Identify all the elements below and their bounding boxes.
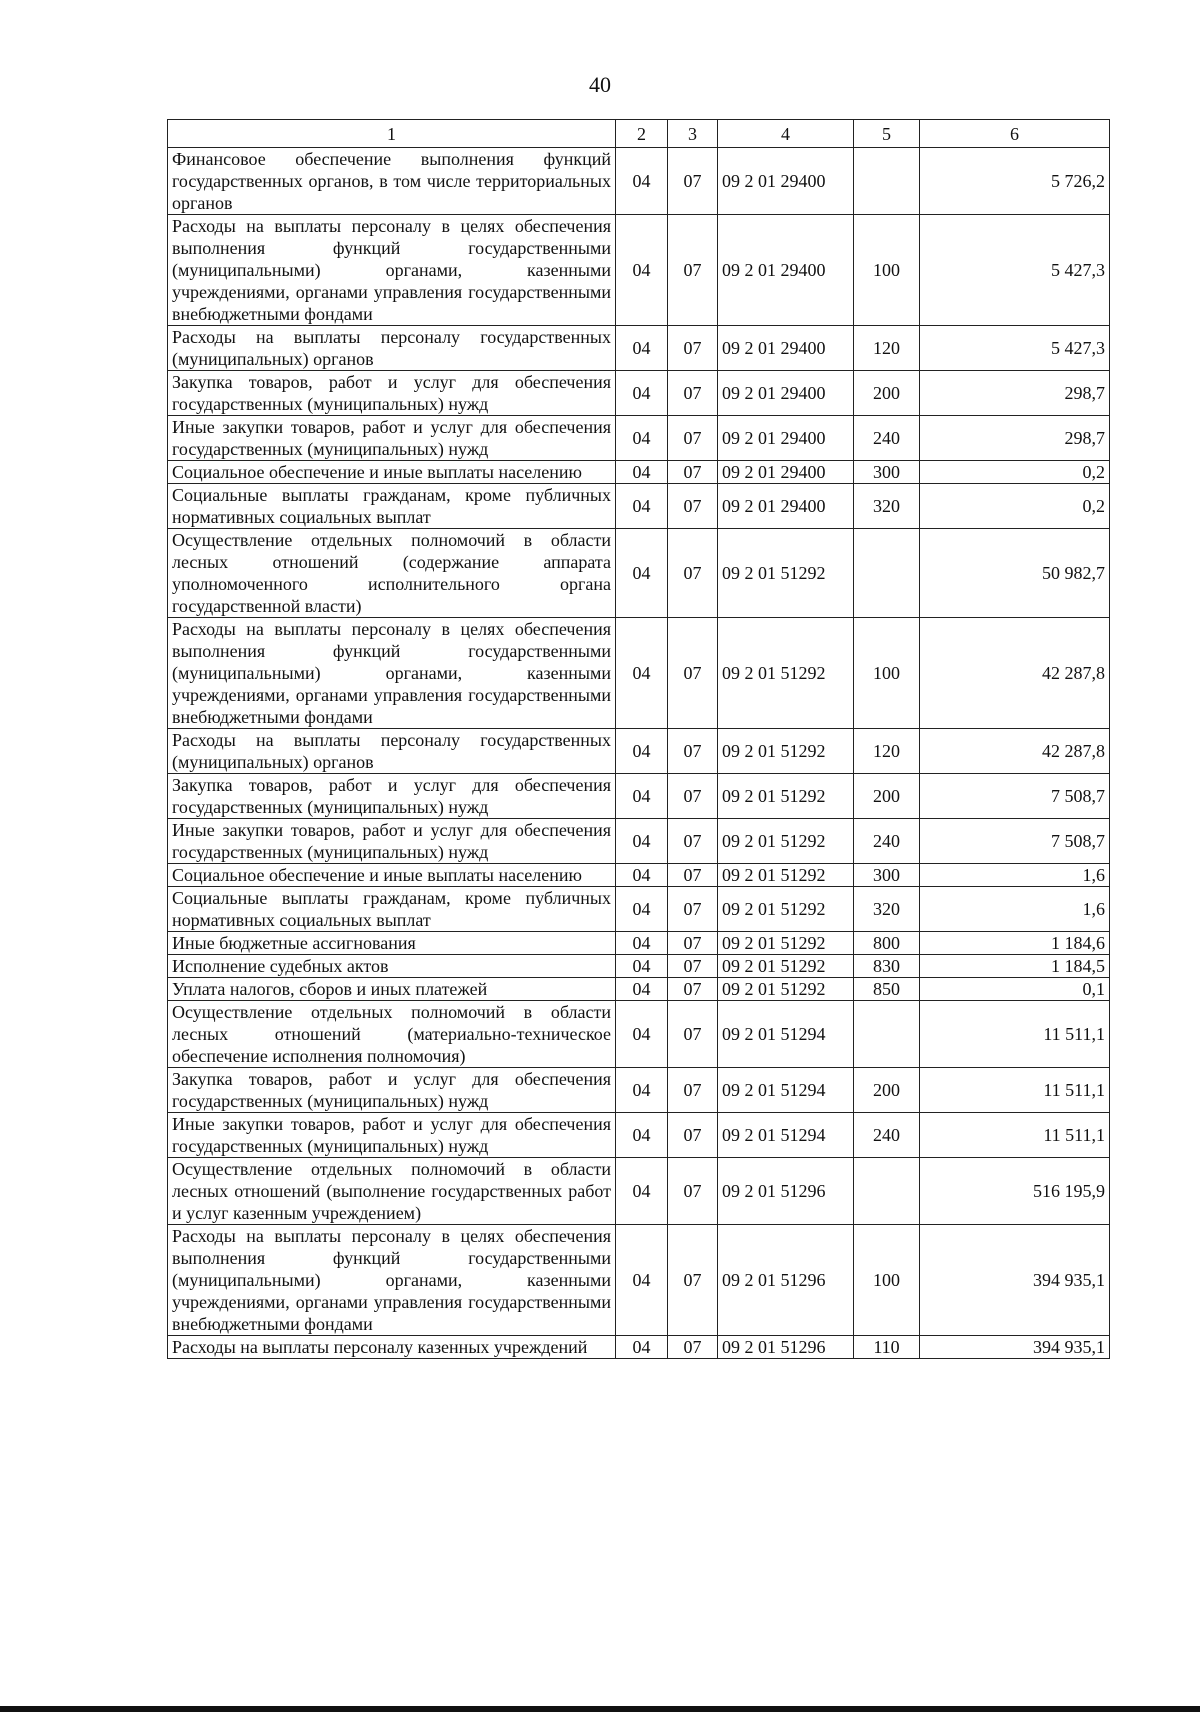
- table-row: [168, 416, 1110, 461]
- row-expense-type: [854, 148, 920, 215]
- table-row: [168, 1336, 1110, 1359]
- row-target-code: 09 2 01 29400: [718, 215, 854, 326]
- table-row: [168, 215, 1110, 326]
- row-subsection: 07: [668, 326, 718, 371]
- table-row: [168, 1113, 1110, 1158]
- row-expense-type: [854, 1158, 920, 1225]
- row-expense-type: 100: [854, 1225, 920, 1336]
- row-expense-type: 240: [854, 1113, 920, 1158]
- table-row: [168, 864, 1110, 887]
- row-section: 04: [616, 416, 668, 461]
- row-expense-type: 800: [854, 932, 920, 955]
- row-amount: 0,2: [920, 461, 1110, 484]
- header-col-5: 5: [854, 120, 920, 148]
- row-section: 04: [616, 1158, 668, 1225]
- row-subsection: 07: [668, 774, 718, 819]
- row-target-code: 09 2 01 51292: [718, 978, 854, 1001]
- row-section: 04: [616, 978, 668, 1001]
- row-name: Иные закупки товаров, работ и услуг для обеспечения государственных (муниципальных) нужд: [168, 416, 616, 461]
- row-target-code: 09 2 01 51292: [718, 887, 854, 932]
- header-row: [168, 120, 1110, 148]
- row-subsection: 07: [668, 618, 718, 729]
- row-name: Иные бюджетные ассигнования: [168, 932, 616, 955]
- row-amount: 5 427,3: [920, 215, 1110, 326]
- row-name: Иные закупки товаров, работ и услуг для обеспечения государственных (муниципальных) нужд: [168, 1113, 616, 1158]
- row-target-code: 09 2 01 51292: [718, 774, 854, 819]
- row-amount: 42 287,8: [920, 618, 1110, 729]
- row-section: 04: [616, 887, 668, 932]
- table-row: [168, 484, 1110, 529]
- row-expense-type: 120: [854, 729, 920, 774]
- row-section: 04: [616, 1113, 668, 1158]
- row-section: 04: [616, 819, 668, 864]
- row-target-code: 09 2 01 51292: [718, 932, 854, 955]
- row-expense-type: 200: [854, 371, 920, 416]
- row-name: Социальное обеспечение и иные выплаты населению: [168, 864, 616, 887]
- row-target-code: 09 2 01 29400: [718, 461, 854, 484]
- row-section: 04: [616, 774, 668, 819]
- row-subsection: 07: [668, 529, 718, 618]
- row-amount: 0,1: [920, 978, 1110, 1001]
- header-col-4: 4: [718, 120, 854, 148]
- row-section: 04: [616, 484, 668, 529]
- row-amount: 394 935,1: [920, 1225, 1110, 1336]
- row-amount: 1,6: [920, 887, 1110, 932]
- row-subsection: 07: [668, 215, 718, 326]
- row-name: Расходы на выплаты персоналу в целях обеспечения выполнения функций государственными (муниципальными) органами, казенными учреждениями, органами управления государственными внебюджетными фондами: [168, 1225, 616, 1336]
- row-target-code: 09 2 01 29400: [718, 416, 854, 461]
- row-amount: 11 511,1: [920, 1113, 1110, 1158]
- table-row: [168, 932, 1110, 955]
- row-section: 04: [616, 1001, 668, 1068]
- row-subsection: 07: [668, 819, 718, 864]
- row-subsection: 07: [668, 484, 718, 529]
- row-target-code: 09 2 01 51294: [718, 1001, 854, 1068]
- row-amount: 11 511,1: [920, 1001, 1110, 1068]
- row-name: Социальные выплаты гражданам, кроме публичных нормативных социальных выплат: [168, 484, 616, 529]
- row-expense-type: 830: [854, 955, 920, 978]
- row-section: 04: [616, 1336, 668, 1359]
- row-amount: 1 184,5: [920, 955, 1110, 978]
- row-name: Осуществление отдельных полномочий в области лесных отношений (материально-техническое обеспечение исполнения полномочия): [168, 1001, 616, 1068]
- row-expense-type: 100: [854, 618, 920, 729]
- row-subsection: 07: [668, 887, 718, 932]
- table-row: [168, 529, 1110, 618]
- row-target-code: 09 2 01 51294: [718, 1113, 854, 1158]
- row-target-code: 09 2 01 51292: [718, 864, 854, 887]
- row-target-code: 09 2 01 29400: [718, 371, 854, 416]
- row-target-code: 09 2 01 51292: [718, 529, 854, 618]
- page-number: 40: [589, 72, 611, 97]
- row-section: 04: [616, 1225, 668, 1336]
- row-subsection: 07: [668, 864, 718, 887]
- row-amount: 11 511,1: [920, 1068, 1110, 1113]
- row-section: 04: [616, 955, 668, 978]
- row-expense-type: 100: [854, 215, 920, 326]
- header-col-6: 6: [920, 120, 1110, 148]
- row-expense-type: [854, 529, 920, 618]
- header-col-1: 1: [168, 120, 616, 148]
- table-row: [168, 618, 1110, 729]
- table-row: [168, 819, 1110, 864]
- table-row: [168, 955, 1110, 978]
- row-expense-type: 200: [854, 774, 920, 819]
- table-row: [168, 1001, 1110, 1068]
- table-row: [168, 461, 1110, 484]
- row-amount: 0,2: [920, 484, 1110, 529]
- row-subsection: 07: [668, 932, 718, 955]
- row-name: Иные закупки товаров, работ и услуг для обеспечения государственных (муниципальных) нужд: [168, 819, 616, 864]
- table-row: [168, 887, 1110, 932]
- row-section: 04: [616, 148, 668, 215]
- row-amount: 7 508,7: [920, 819, 1110, 864]
- row-subsection: 07: [668, 729, 718, 774]
- row-amount: 50 982,7: [920, 529, 1110, 618]
- row-target-code: 09 2 01 51296: [718, 1225, 854, 1336]
- row-name: Закупка товаров, работ и услуг для обеспечения государственных (муниципальных) нужд: [168, 1068, 616, 1113]
- row-target-code: 09 2 01 51294: [718, 1068, 854, 1113]
- row-name: Уплата налогов, сборов и иных платежей: [168, 978, 616, 1001]
- row-subsection: 07: [668, 955, 718, 978]
- table-row: [168, 326, 1110, 371]
- header-col-2: 2: [616, 120, 668, 148]
- row-subsection: 07: [668, 148, 718, 215]
- row-target-code: 09 2 01 29400: [718, 484, 854, 529]
- row-expense-type: 320: [854, 484, 920, 529]
- row-target-code: 09 2 01 51296: [718, 1336, 854, 1359]
- row-section: 04: [616, 1068, 668, 1113]
- row-subsection: 07: [668, 1001, 718, 1068]
- row-amount: 1 184,6: [920, 932, 1110, 955]
- row-section: 04: [616, 864, 668, 887]
- row-name: Расходы на выплаты персоналу в целях обеспечения выполнения функций государственными (муниципальными) органами, казенными учреждениями, органами управления государственными внебюджетными фондами: [168, 215, 616, 326]
- table-row: [168, 371, 1110, 416]
- row-name: Финансовое обеспечение выполнения функций государственных органов, в том числе территориальных органов: [168, 148, 616, 215]
- row-subsection: 07: [668, 1158, 718, 1225]
- row-subsection: 07: [668, 461, 718, 484]
- row-name: Социальные выплаты гражданам, кроме публичных нормативных социальных выплат: [168, 887, 616, 932]
- row-name: Осуществление отдельных полномочий в области лесных отношений (содержание аппарата уполномоченного исполнительного органа государственной власти): [168, 529, 616, 618]
- row-section: 04: [616, 932, 668, 955]
- row-amount: 42 287,8: [920, 729, 1110, 774]
- row-amount: 394 935,1: [920, 1336, 1110, 1359]
- header-col-3: 3: [668, 120, 718, 148]
- row-expense-type: 120: [854, 326, 920, 371]
- row-target-code: 09 2 01 29400: [718, 148, 854, 215]
- row-amount: 298,7: [920, 371, 1110, 416]
- row-amount: 5 726,2: [920, 148, 1110, 215]
- row-amount: 298,7: [920, 416, 1110, 461]
- row-subsection: 07: [668, 1336, 718, 1359]
- row-section: 04: [616, 461, 668, 484]
- row-name: Закупка товаров, работ и услуг для обеспечения государственных (муниципальных) нужд: [168, 371, 616, 416]
- row-name: Расходы на выплаты персоналу государственных (муниципальных) органов: [168, 729, 616, 774]
- row-expense-type: 300: [854, 461, 920, 484]
- row-expense-type: 240: [854, 819, 920, 864]
- row-target-code: 09 2 01 51292: [718, 955, 854, 978]
- row-subsection: 07: [668, 1068, 718, 1113]
- budget-table: [167, 119, 1110, 1359]
- row-expense-type: 300: [854, 864, 920, 887]
- row-section: 04: [616, 215, 668, 326]
- row-name: Расходы на выплаты персоналу в целях обеспечения выполнения функций государственными (муниципальными) органами, казенными учреждениями, органами управления государственными внебюджетными фондами: [168, 618, 616, 729]
- row-section: 04: [616, 729, 668, 774]
- row-expense-type: [854, 1001, 920, 1068]
- row-name: Расходы на выплаты персоналу казенных учреждений: [168, 1336, 616, 1359]
- row-expense-type: 240: [854, 416, 920, 461]
- row-amount: 5 427,3: [920, 326, 1110, 371]
- row-target-code: 09 2 01 51296: [718, 1158, 854, 1225]
- row-subsection: 07: [668, 416, 718, 461]
- row-section: 04: [616, 371, 668, 416]
- row-name: Социальное обеспечение и иные выплаты населению: [168, 461, 616, 484]
- row-target-code: 09 2 01 29400: [718, 326, 854, 371]
- row-target-code: 09 2 01 51292: [718, 729, 854, 774]
- row-expense-type: 110: [854, 1336, 920, 1359]
- row-section: 04: [616, 326, 668, 371]
- table-row: [168, 774, 1110, 819]
- row-expense-type: 320: [854, 887, 920, 932]
- row-name: Осуществление отдельных полномочий в области лесных отношений (выполнение государственных работ и услуг казенным учреждением): [168, 1158, 616, 1225]
- row-subsection: 07: [668, 371, 718, 416]
- row-section: 04: [616, 618, 668, 729]
- table-row: [168, 1068, 1110, 1113]
- row-subsection: 07: [668, 978, 718, 1001]
- row-expense-type: 850: [854, 978, 920, 1001]
- row-name: Закупка товаров, работ и услуг для обеспечения государственных (муниципальных) нужд: [168, 774, 616, 819]
- table-row: [168, 1158, 1110, 1225]
- row-name: Исполнение судебных актов: [168, 955, 616, 978]
- row-name: Расходы на выплаты персоналу государственных (муниципальных) органов: [168, 326, 616, 371]
- row-expense-type: 200: [854, 1068, 920, 1113]
- row-amount: 1,6: [920, 864, 1110, 887]
- row-section: 04: [616, 529, 668, 618]
- table-row: [168, 148, 1110, 215]
- table-row: [168, 978, 1110, 1001]
- row-target-code: 09 2 01 51292: [718, 819, 854, 864]
- row-subsection: 07: [668, 1113, 718, 1158]
- row-subsection: 07: [668, 1225, 718, 1336]
- table-row: [168, 729, 1110, 774]
- table-row: [168, 1225, 1110, 1336]
- row-amount: 7 508,7: [920, 774, 1110, 819]
- bottom-rule: [0, 1706, 1200, 1712]
- row-target-code: 09 2 01 51292: [718, 618, 854, 729]
- row-amount: 516 195,9: [920, 1158, 1110, 1225]
